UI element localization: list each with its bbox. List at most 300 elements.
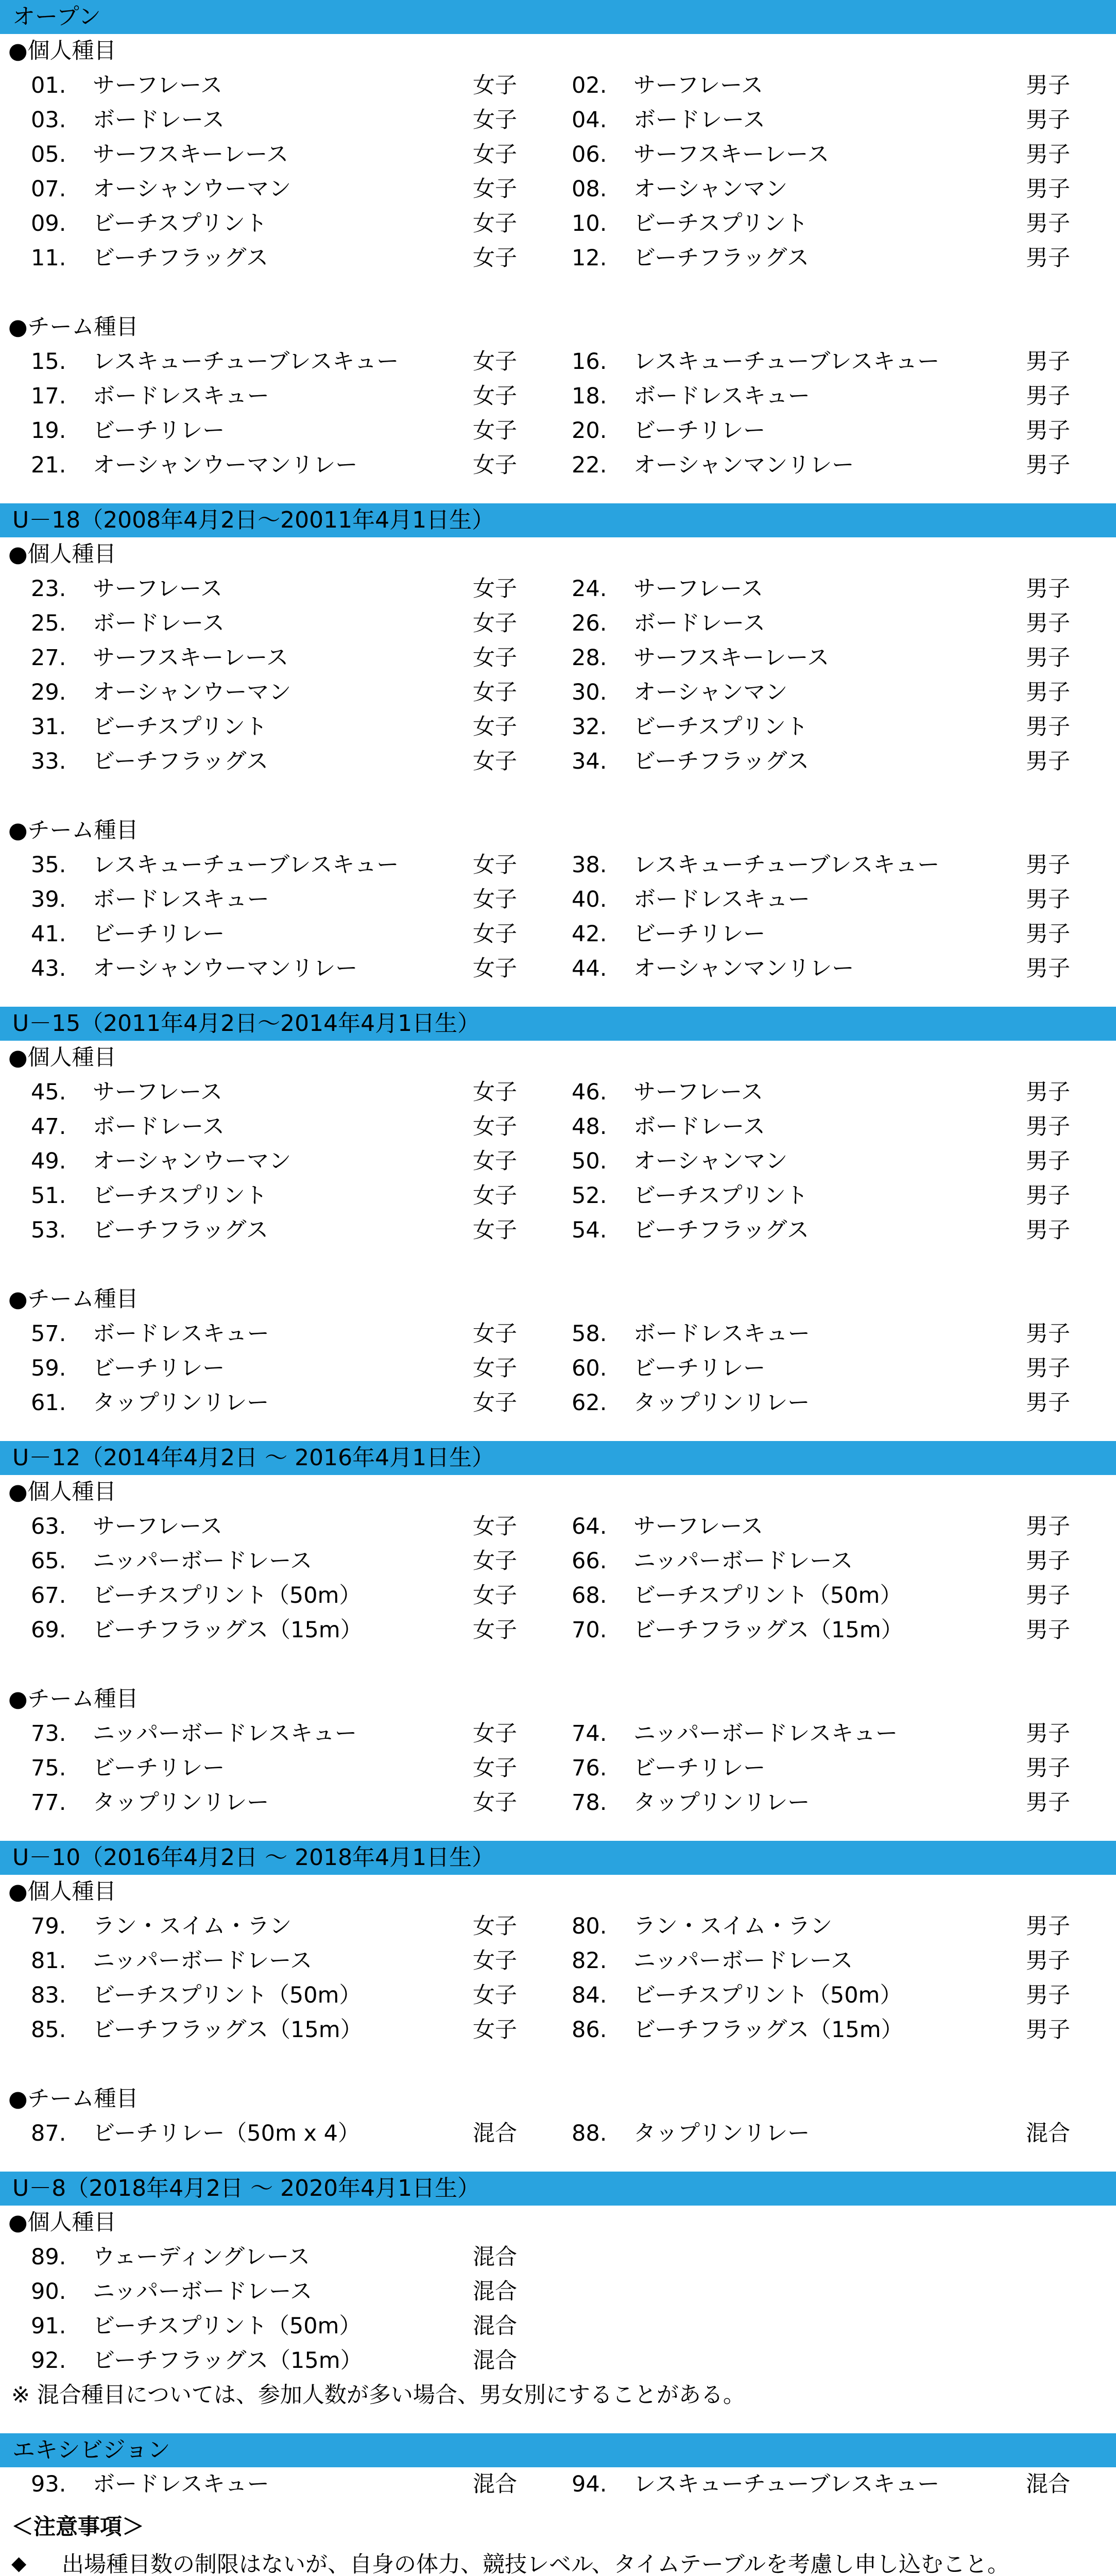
event-name: オーシャンマンリレー (633, 956, 854, 981)
event-name: ビーチスプリント (93, 714, 267, 740)
event-number: 67. (31, 1583, 66, 1608)
event-number: 43. (31, 956, 66, 981)
event-number: 50. (572, 1148, 607, 1174)
event-row (0, 848, 1116, 883)
event-row (0, 241, 1116, 276)
event-number: 92. (31, 2348, 66, 2374)
event-category: 男子 (1026, 142, 1070, 167)
event-number: 41. (31, 921, 66, 947)
event-number: 70. (572, 1617, 607, 1643)
event-category: 混合 (473, 2348, 517, 2374)
event-number: 46. (572, 1079, 607, 1105)
event-list (0, 572, 1116, 779)
team-heading: ●チーム種目 (8, 2086, 139, 2112)
event-row (0, 1613, 1116, 1648)
event-number: 24. (572, 576, 607, 602)
event-category: 男子 (1026, 1790, 1070, 1816)
event-name: ビーチリレー (633, 1355, 766, 1381)
event-number: 93. (31, 2471, 66, 2497)
event-number: 53. (31, 1217, 66, 1243)
event-row (0, 1544, 1116, 1579)
event-name: ボードレース (93, 107, 225, 133)
event-name: ビーチフラッグス (633, 749, 809, 774)
event-name: タップリンリレー (93, 1790, 269, 1816)
event-number: 76. (572, 1755, 607, 1781)
event-number: 33. (31, 749, 66, 774)
event-row (0, 1213, 1116, 1248)
event-number: 74. (572, 1721, 607, 1747)
event-row (0, 1751, 1116, 1786)
event-name: レスキューチューブレスキュー (633, 852, 940, 878)
event-name: ボードレース (633, 107, 765, 133)
event-category: 女子 (473, 956, 517, 981)
event-list (0, 1317, 1116, 1420)
event-category: 男子 (1026, 1583, 1070, 1608)
event-category: 男子 (1026, 576, 1070, 602)
section-header-u8: U－8（2018年4月2日 ～ 2020年4月1日生） (0, 2172, 1116, 2206)
event-number: 25. (31, 611, 66, 636)
event-category: 男子 (1026, 852, 1070, 878)
event-category: 女子 (473, 1583, 517, 1608)
team-heading: ●チーム種目 (8, 1686, 139, 1712)
event-name: サーフレース (633, 73, 763, 98)
event-category: 女子 (473, 1321, 517, 1347)
event-number: 19. (31, 418, 66, 444)
event-category: 男子 (1026, 1514, 1070, 1539)
event-number: 16. (572, 349, 607, 375)
event-name: ボードレスキュー (633, 1321, 810, 1347)
event-name: オーシャンウーマン (93, 1148, 291, 1174)
event-number: 65. (31, 1548, 66, 1574)
event-category: 男子 (1026, 1913, 1070, 1939)
event-name: レスキューチューブレスキュー (633, 2471, 940, 2497)
event-name: ビーチリレー (633, 921, 766, 947)
event-number: 49. (31, 1148, 66, 1174)
event-number: 60. (572, 1355, 607, 1381)
event-category: 女子 (473, 1514, 517, 1539)
event-name: ビーチスプリント (633, 714, 808, 740)
event-number: 58. (572, 1321, 607, 1347)
event-list (0, 2467, 1116, 2502)
event-row (0, 1717, 1116, 1751)
event-number: 06. (572, 142, 607, 167)
event-row (0, 1144, 1116, 1179)
event-number: 79. (31, 1913, 66, 1939)
event-row (0, 379, 1116, 414)
event-category: 女子 (473, 1079, 517, 1105)
event-category: 男子 (1026, 1948, 1070, 1974)
event-number: 68. (572, 1583, 607, 1608)
section-header-u15: U－15（2011年4月2日～2014年4月1日生） (0, 1007, 1116, 1041)
event-number: 34. (572, 749, 607, 774)
section-header-u10: U－10（2016年4月2日 ～ 2018年4月1日生） (0, 1841, 1116, 1875)
event-category: 男子 (1026, 1755, 1070, 1781)
event-name: サーフスキーレース (93, 645, 289, 671)
event-list (0, 1075, 1116, 1248)
event-number: 10. (572, 211, 607, 236)
diamond-bullet-icon: ◆ (11, 2552, 27, 2574)
event-category: 男子 (1026, 1114, 1070, 1140)
event-name: ニッパーボードレース (633, 1948, 853, 1974)
event-name: ビーチリレー (93, 1355, 225, 1381)
note-text: 出場種目数の制限はないが、自身の体力、競技レベル、タイムテーブルを考慮し申し込むこと。 (62, 2552, 1009, 2576)
event-category: 男子 (1026, 887, 1070, 912)
event-name: ビーチリレー (633, 418, 766, 444)
event-category: 男子 (1026, 418, 1070, 444)
event-category: 男子 (1026, 1982, 1070, 2008)
event-number: 08. (572, 176, 607, 202)
event-name: オーシャンウーマン (93, 680, 291, 705)
event-category: 女子 (473, 1355, 517, 1381)
event-name: ビーチフラッグス（15m） (633, 1617, 903, 1643)
event-category: 女子 (473, 645, 517, 671)
event-name: ニッパーボードレース (93, 1948, 313, 1974)
event-name: ビーチスプリント (633, 211, 808, 236)
event-row (0, 345, 1116, 379)
event-number: 54. (572, 1217, 607, 1243)
event-number: 26. (572, 611, 607, 636)
event-list (0, 1909, 1116, 2047)
event-name: ボードレスキュー (633, 383, 810, 409)
event-number: 52. (572, 1183, 607, 1209)
event-number: 15. (31, 349, 66, 375)
event-name: ビーチスプリント（50m） (93, 2313, 362, 2339)
event-name: タップリンリレー (633, 1790, 810, 1816)
event-number: 31. (31, 714, 66, 740)
event-category: 女子 (473, 1217, 517, 1243)
event-list (0, 1510, 1116, 1648)
event-name: ビーチリレー（50m x 4） (93, 2121, 360, 2146)
event-number: 05. (31, 142, 66, 167)
event-name: ボードレスキュー (93, 1321, 269, 1347)
event-name: ビーチスプリント (633, 1183, 808, 1209)
event-row (0, 1786, 1116, 1820)
individual-heading: ●個人種目 (8, 1045, 116, 1071)
section-header-open: オープン (0, 0, 1116, 34)
event-category: 女子 (473, 1913, 517, 1939)
event-category: 女子 (473, 107, 517, 133)
event-number: 44. (572, 956, 607, 981)
mixed-event-note: ※ 混合種目については、参加人数が多い場合、男女別にすることがある。 (11, 2382, 745, 2408)
event-category: 男子 (1026, 211, 1070, 236)
event-number: 42. (572, 921, 607, 947)
event-category: 女子 (473, 887, 517, 912)
event-category: 女子 (473, 1183, 517, 1209)
individual-heading: ●個人種目 (8, 1479, 116, 1505)
event-name: オーシャンマン (633, 176, 788, 202)
event-category: 女子 (473, 418, 517, 444)
event-number: 80. (572, 1913, 607, 1939)
event-category: 女子 (473, 142, 517, 167)
event-category: 男子 (1026, 1617, 1070, 1643)
event-category: 女子 (473, 349, 517, 375)
event-category: 女子 (473, 1721, 517, 1747)
event-name: ビーチフラッグス (93, 749, 268, 774)
event-row (0, 1579, 1116, 1613)
individual-heading: ●個人種目 (8, 2210, 116, 2235)
event-number: 62. (572, 1390, 607, 1416)
event-name: ビーチスプリント（50m） (633, 1982, 902, 2008)
event-name: サーフスキーレース (633, 142, 830, 167)
event-category: 混合 (473, 2279, 517, 2304)
event-category: 男子 (1026, 1721, 1070, 1747)
event-name: オーシャンウーマン (93, 176, 291, 202)
event-row (0, 2344, 1116, 2378)
event-number: 86. (572, 2017, 607, 2043)
event-row (0, 448, 1116, 483)
event-category: 女子 (473, 73, 517, 98)
event-category: 男子 (1026, 1321, 1070, 1347)
event-number: 90. (31, 2279, 66, 2304)
event-category: 男子 (1026, 452, 1070, 478)
event-name: オーシャンウーマンリレー (93, 956, 358, 981)
event-number: 88. (572, 2121, 607, 2146)
event-category: 男子 (1026, 107, 1070, 133)
event-row (0, 138, 1116, 172)
event-name: ビーチフラッグス (633, 245, 809, 271)
event-category: 女子 (473, 1617, 517, 1643)
event-number: 91. (31, 2313, 66, 2339)
team-heading: ●チーム種目 (8, 818, 139, 843)
event-row (0, 414, 1116, 448)
event-name: ビーチリレー (93, 921, 225, 947)
event-number: 82. (572, 1948, 607, 1974)
event-name: ビーチスプリント (93, 211, 267, 236)
event-row (0, 2309, 1116, 2344)
event-category: 女子 (473, 1948, 517, 1974)
event-row (0, 1317, 1116, 1351)
event-name: ビーチリレー (93, 418, 225, 444)
event-name: タップリンリレー (633, 2121, 810, 2146)
notes-section (0, 2502, 1116, 2576)
event-number: 47. (31, 1114, 66, 1140)
event-number: 89. (31, 2244, 66, 2270)
event-category: 男子 (1026, 245, 1070, 271)
event-category: 混合 (473, 2244, 517, 2270)
event-row (0, 1386, 1116, 1420)
individual-heading: ●個人種目 (8, 1879, 116, 1905)
event-name: ボードレース (93, 1114, 225, 1140)
event-name: レスキューチューブレスキュー (93, 852, 399, 878)
event-name: サーフレース (93, 576, 222, 602)
event-category: 男子 (1026, 1183, 1070, 1209)
event-category: 女子 (473, 1982, 517, 2008)
event-name: サーフレース (93, 73, 222, 98)
event-category: 混合 (473, 2471, 517, 2497)
event-name: ボードレスキュー (93, 383, 269, 409)
event-number: 17. (31, 383, 66, 409)
event-name: ニッパーボードレスキュー (93, 1721, 357, 1747)
event-number: 78. (572, 1790, 607, 1816)
event-name: オーシャンウーマンリレー (93, 452, 358, 478)
event-number: 18. (572, 383, 607, 409)
event-row (0, 1351, 1116, 1386)
notes-title: ＜注意事項＞ (11, 2514, 144, 2540)
event-category: 女子 (473, 383, 517, 409)
event-category: 男子 (1026, 611, 1070, 636)
event-number: 66. (572, 1548, 607, 1574)
event-number: 75. (31, 1755, 66, 1781)
event-category: 女子 (473, 1790, 517, 1816)
event-category: 女子 (473, 852, 517, 878)
event-number: 87. (31, 2121, 66, 2146)
event-name: ビーチフラッグス（15m） (633, 2017, 903, 2043)
event-category: 女子 (473, 211, 517, 236)
event-number: 51. (31, 1183, 66, 1209)
event-number: 38. (572, 852, 607, 878)
event-name: ビーチスプリント (93, 1183, 267, 1209)
event-number: 63. (31, 1514, 66, 1539)
event-category: 女子 (473, 611, 517, 636)
event-name: ビーチスプリント（50m） (633, 1583, 902, 1608)
individual-heading: ●個人種目 (8, 541, 116, 567)
event-name: タップリンリレー (633, 1390, 810, 1416)
event-number: 85. (31, 2017, 66, 2043)
event-list (0, 2116, 1116, 2151)
event-number: 57. (31, 1321, 66, 1347)
event-category: 女子 (473, 921, 517, 947)
event-row (0, 675, 1116, 710)
event-row (0, 883, 1116, 917)
event-number: 77. (31, 1790, 66, 1816)
event-number: 83. (31, 1982, 66, 2008)
event-number: 02. (572, 73, 607, 98)
event-name: タップリンリレー (93, 1390, 269, 1416)
event-category: 混合 (1026, 2471, 1070, 2497)
event-name: ニッパーボードレース (93, 2279, 313, 2304)
event-row (0, 744, 1116, 779)
event-name: ラン・スイム・ラン (633, 1913, 833, 1939)
event-name: ビーチリレー (633, 1755, 766, 1781)
event-number: 11. (31, 245, 66, 271)
event-name: ボードレース (93, 611, 225, 636)
event-category: 混合 (473, 2121, 517, 2146)
event-name: オーシャンマン (633, 1148, 788, 1174)
event-list (0, 345, 1116, 483)
event-list (0, 2240, 1116, 2378)
event-name: サーフレース (93, 1079, 222, 1105)
event-name: サーフレース (633, 576, 763, 602)
event-name: レスキューチューブレスキュー (93, 349, 399, 375)
event-row (0, 952, 1116, 986)
event-category: 女子 (473, 2017, 517, 2043)
event-row (0, 103, 1116, 138)
event-number: 27. (31, 645, 66, 671)
event-row (0, 1978, 1116, 2013)
event-number: 20. (572, 418, 607, 444)
event-name: オーシャンマン (633, 680, 788, 705)
event-row (0, 207, 1116, 241)
event-category: 女子 (473, 576, 517, 602)
event-number: 73. (31, 1721, 66, 1747)
event-category: 男子 (1026, 680, 1070, 705)
event-number: 07. (31, 176, 66, 202)
event-category: 男子 (1026, 921, 1070, 947)
event-category: 男子 (1026, 749, 1070, 774)
event-name: ボードレスキュー (633, 887, 810, 912)
event-row (0, 1909, 1116, 1944)
event-name: ビーチフラッグス（15m） (93, 2017, 363, 2043)
section-header-exhibition: エキシビジョン (0, 2433, 1116, 2467)
event-number: 40. (572, 887, 607, 912)
event-name: レスキューチューブレスキュー (633, 349, 940, 375)
event-name: ボードレスキュー (93, 887, 269, 912)
event-name: ビーチフラッグス (633, 1217, 809, 1243)
event-category: 男子 (1026, 2017, 1070, 2043)
event-name: オーシャンマンリレー (633, 452, 854, 478)
event-number: 64. (572, 1514, 607, 1539)
event-row (0, 1510, 1116, 1544)
section-header-u12: U－12（2014年4月2日 ～ 2016年4月1日生） (0, 1441, 1116, 1475)
event-number: 48. (572, 1114, 607, 1140)
event-category: 男子 (1026, 1390, 1070, 1416)
event-name: ニッパーボードレース (633, 1548, 853, 1574)
event-number: 45. (31, 1079, 66, 1105)
event-number: 32. (572, 714, 607, 740)
team-heading: ●チーム種目 (8, 1286, 139, 1312)
event-category: 混合 (473, 2313, 517, 2339)
event-name: サーフスキーレース (633, 645, 830, 671)
event-category: 男子 (1026, 383, 1070, 409)
event-name: サーフレース (633, 1079, 763, 1105)
event-category: 女子 (473, 245, 517, 271)
event-row (0, 172, 1116, 207)
event-row (0, 1944, 1116, 1978)
event-number: 61. (31, 1390, 66, 1416)
event-category: 女子 (473, 1755, 517, 1781)
team-heading: ●チーム種目 (8, 314, 139, 340)
event-category: 男子 (1026, 1355, 1070, 1381)
event-number: 23. (31, 576, 66, 602)
event-category: 女子 (473, 1114, 517, 1140)
event-category: 女子 (473, 1548, 517, 1574)
event-row (0, 2013, 1116, 2047)
event-number: 30. (572, 680, 607, 705)
note-item (0, 2545, 1116, 2576)
event-row (0, 710, 1116, 744)
event-name: ビーチリレー (93, 1755, 225, 1781)
event-name: ウェーディングレース (93, 2244, 310, 2270)
event-name: ビーチスプリント（50m） (93, 1583, 362, 1608)
event-category: 女子 (473, 749, 517, 774)
event-row (0, 606, 1116, 641)
section-header-u18: U－18（2008年4月2日～20011年4月1日生） (0, 503, 1116, 537)
event-category: 男子 (1026, 714, 1070, 740)
event-category: 男子 (1026, 1548, 1070, 1574)
event-name: ビーチフラッグス (93, 1217, 268, 1243)
event-number: 04. (572, 107, 607, 133)
event-name: ビーチフラッグス（15m） (93, 1617, 363, 1643)
event-number: 35. (31, 852, 66, 878)
event-category: 女子 (473, 452, 517, 478)
event-category: 混合 (1026, 2121, 1070, 2146)
event-number: 22. (572, 452, 607, 478)
event-name: サーフレース (93, 1514, 222, 1539)
event-row (0, 572, 1116, 606)
event-name: ビーチスプリント（50m） (93, 1982, 362, 2008)
individual-heading: ●個人種目 (8, 38, 116, 64)
event-name: ニッパーボードレース (93, 1548, 313, 1574)
event-name: サーフレース (633, 1514, 763, 1539)
event-number: 59. (31, 1355, 66, 1381)
event-category: 男子 (1026, 1217, 1070, 1243)
event-row (0, 2240, 1116, 2275)
event-name: ラン・スイム・ラン (93, 1913, 292, 1939)
event-number: 21. (31, 452, 66, 478)
event-category: 男子 (1026, 1148, 1070, 1174)
event-category: 男子 (1026, 956, 1070, 981)
event-category: 女子 (473, 714, 517, 740)
